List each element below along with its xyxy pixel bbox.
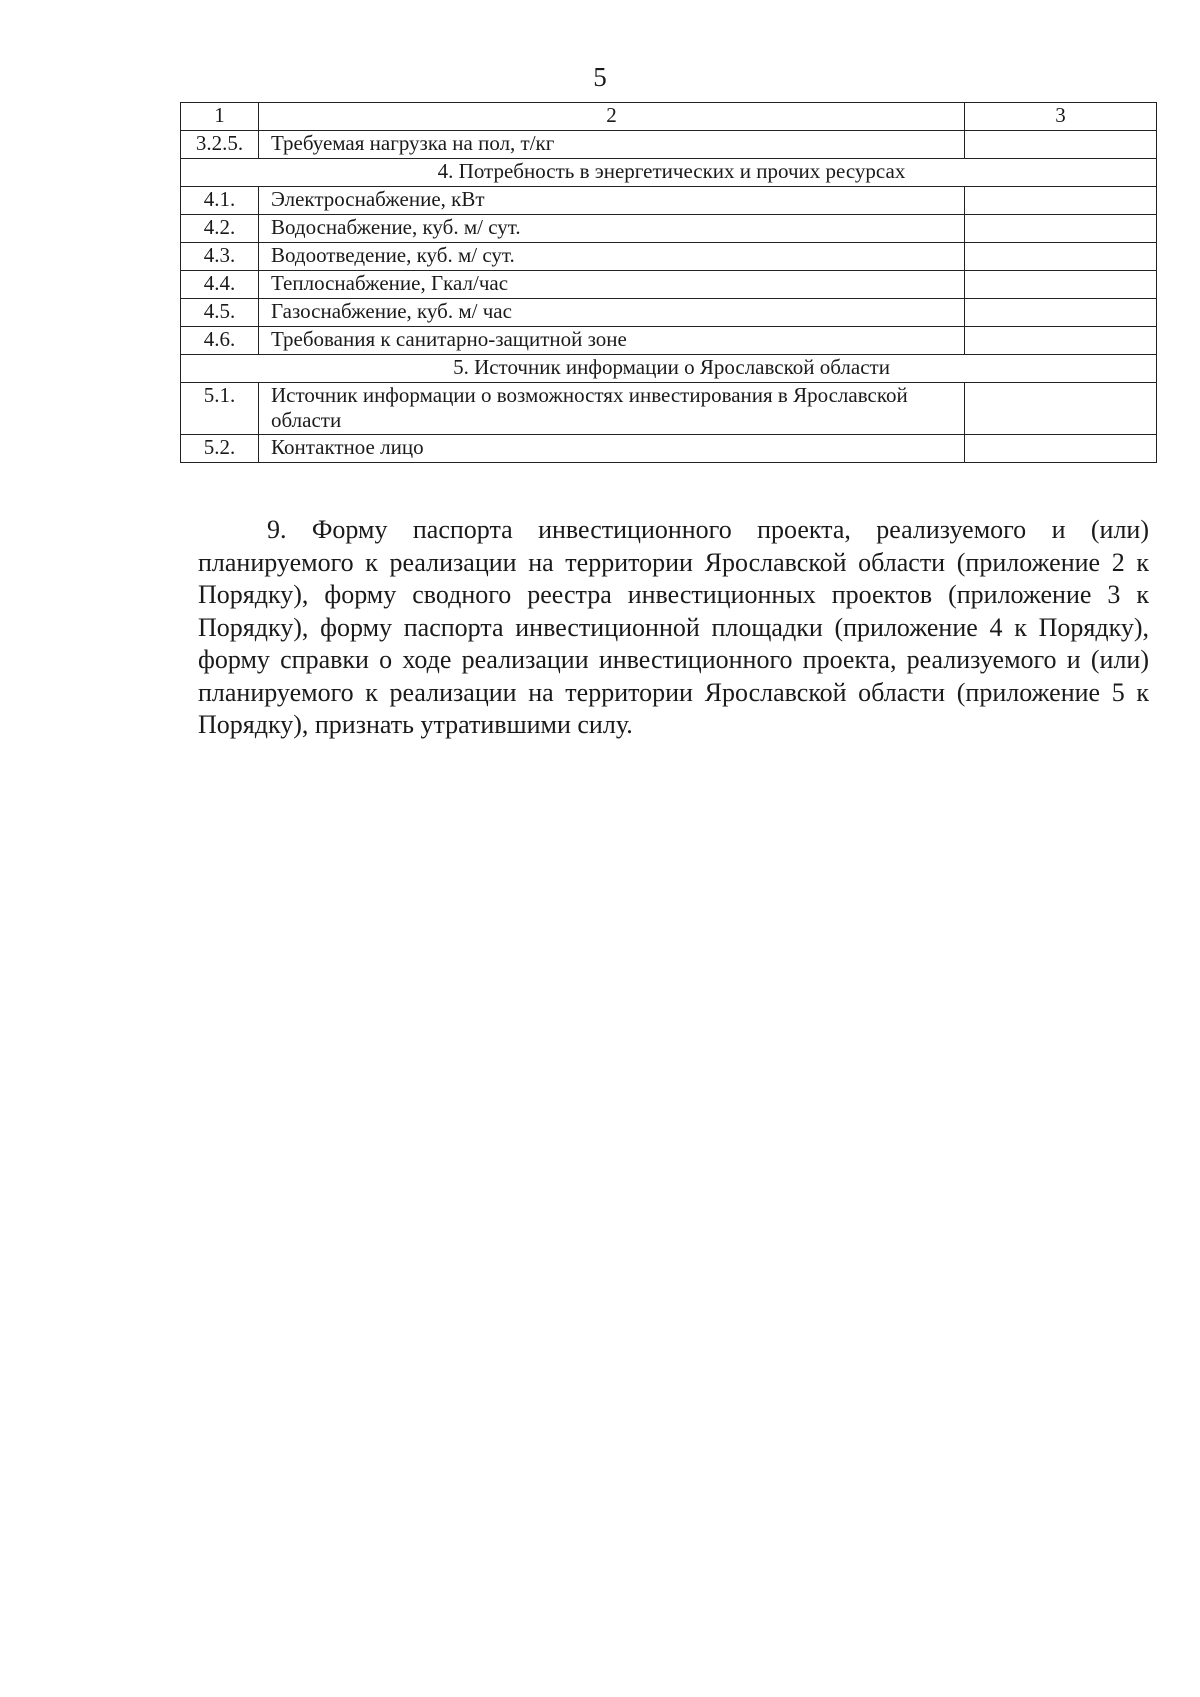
row-label: Теплоснабжение, Гкал/час [259,271,965,299]
row-value [965,435,1157,463]
row-value [965,299,1157,327]
section-row [181,355,1157,383]
row-number: 3.2.5. [181,131,259,159]
row-value [965,131,1157,159]
row-label: Водоотведение, куб. м/ сут. [259,243,965,271]
row-number: 4.4. [181,271,259,299]
paragraph-9: 9. Форму паспорта инвестиционного проекта, реализуемого и (или) планируемого к реализации на территории Ярославской области (приложение 2 к Порядку), форму сводного реестра инвестиционных проектов (приложение 3 к Порядку), форму паспорта инвестиционной площадки (приложение 4 к Порядку), форму справки о ходе реализации инвестиционного проекта, реализуемого и (или) планируемого к реализации на территории Ярославской области (приложение 5 к Порядку), признать утратившими силу. [198,515,1149,739]
investment-site-form-table [180,102,1157,463]
row-value [965,271,1157,299]
row-label: Требуемая нагрузка на пол, т/кг [259,131,965,159]
column-header-2: 2 [259,103,965,131]
table-header-row [181,103,1157,131]
page-number: 5 [593,62,607,92]
row-label: Водоснабжение, куб. м/ сут. [259,215,965,243]
row-value [965,215,1157,243]
row-number: 4.6. [181,327,259,355]
table-row [181,299,1157,327]
row-number: 5.1. [181,383,259,435]
row-label: Электроснабжение, кВт [259,187,965,215]
row-label: Контактное лицо [259,435,965,463]
row-number: 5.2. [181,435,259,463]
table-row [181,215,1157,243]
row-number: 4.5. [181,299,259,327]
table-row [181,187,1157,215]
table-row [181,327,1157,355]
column-header-3: 3 [965,103,1157,131]
row-number: 4.1. [181,187,259,215]
row-label: Газоснабжение, куб. м/ час [259,299,965,327]
row-value [965,327,1157,355]
row-number: 4.2. [181,215,259,243]
section-row [181,159,1157,187]
section-title: 5. Источник информации о Ярославской области [181,355,1157,383]
row-label: Требования к санитарно-защитной зоне [259,327,965,355]
column-header-1: 1 [181,103,259,131]
row-number: 4.3. [181,243,259,271]
table-row [181,435,1157,463]
table-row [181,383,1157,435]
section-title: 4. Потребность в энергетических и прочих ресурсах [181,159,1157,187]
row-value [965,187,1157,215]
row-value [965,383,1157,435]
table-row [181,131,1157,159]
table-row [181,271,1157,299]
row-label: Источник информации о возможностях инвестирования в Ярославской области [259,383,965,435]
row-value [965,243,1157,271]
table-row [181,243,1157,271]
